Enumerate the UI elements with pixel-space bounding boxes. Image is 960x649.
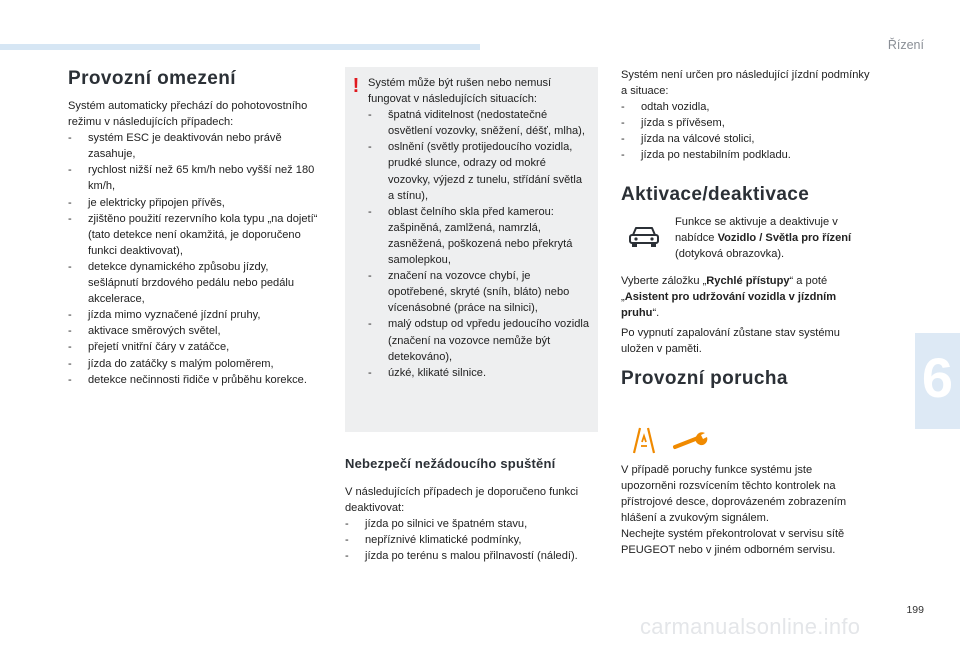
activation-text-pre: Funkce se aktivuje a deaktivuje v nabídce xyxy=(675,216,838,245)
activation-text xyxy=(675,214,855,262)
warning-item: - malý odstup od vpředu jedoucího vozidla (značení na vozovce nemůže být detekováno), xyxy=(368,316,590,364)
danger-item: - jízda po terénu s malou přilnavostí (náledí). xyxy=(345,548,600,564)
limits-item: - systém ESC je deaktivován nebo právě zasahuje, xyxy=(68,130,320,162)
limits-item: - rychlost nižší než 65 km/h nebo vyšší než 180 km/h, xyxy=(68,162,320,194)
warning-item: - značení na vozovce chybí, je opotřebené, skryté (sníh, bláto) nebo vícenásobné (práce na silnici), xyxy=(368,268,590,316)
danger-list xyxy=(345,516,600,564)
activation-text-post: (dotyková obrazovka). xyxy=(675,248,785,261)
conditions-item: - jízda na válcové stolici, xyxy=(621,131,871,147)
failure-text xyxy=(621,462,869,559)
tab-text-post: “. xyxy=(652,307,660,320)
conditions-item: - jízda po nestabilním podkladu. xyxy=(621,147,871,163)
chapter-number: 6 xyxy=(921,346,954,409)
warning-intro: Systém může být rušen nebo nemusí fungovat v následujících situacích: xyxy=(368,77,552,106)
warning-list xyxy=(368,107,590,381)
warning-content xyxy=(368,75,590,381)
limits-item: - detekce dynamického způsobu jízdy, sešlápnutí brzdového pedálu nebo pedálu akcelerace, xyxy=(68,259,320,307)
car-icon xyxy=(624,222,664,252)
warning-item: - úzké, klikaté silnice. xyxy=(368,365,590,381)
section-title-failure: Provozní porucha xyxy=(621,368,788,389)
tab-text-pre: Vyberte záložku „ xyxy=(621,275,707,287)
warning-item: - špatná viditelnost (nedostatečné osvětlení vozovky, sněžení, déšť, mlha), xyxy=(368,107,590,139)
conditions-list xyxy=(621,99,871,163)
limits-item: - jízda mimo vyznačené jízdní pruhy, xyxy=(68,307,320,323)
exclamation-icon: ! xyxy=(352,75,360,97)
wrench-icon xyxy=(670,428,714,454)
watermark: carmanualsonline.info xyxy=(640,614,861,639)
danger-content xyxy=(345,484,600,564)
limits-item: - zjištěno použití rezervního kola typu „na dojetí“ (tato detekce není okamžitá, je doporučeno funkci deaktivovat), xyxy=(68,211,320,259)
limits-item: - aktivace směrových světel, xyxy=(68,323,320,339)
failure-p2: Nechejte systém překontrolovat v servisu sítě PEUGEOT nebo v jiném odborném servisu. xyxy=(621,528,845,557)
limits-intro: Systém automaticky přechází do pohotovostního režimu v následujících případech: xyxy=(68,100,308,129)
header-accent-bar xyxy=(0,44,480,50)
limits-content xyxy=(68,98,320,388)
warning-item: - oslnění (světly protijedoucího vozidla, prudké slunce, odrazy od mokré vozovky, výjezd z tunelu, střídání světla a stínu), xyxy=(368,139,590,203)
section-title-limits: Provozní omezení xyxy=(68,68,236,89)
conditions-content xyxy=(621,67,871,164)
memory-note: Po vypnutí zapalování zůstane stav systému uložen v paměti. xyxy=(621,327,840,356)
limits-item: - detekce nečinnosti řidiče v průběhu korekce. xyxy=(68,372,320,388)
tab-name-lane-assist: Asistent pro udržování vozidla v jízdním pruhu xyxy=(621,291,837,320)
limits-item: - je elektricky připojen přívěs, xyxy=(68,195,320,211)
warning-item: - oblast čelního skla před kamerou: zašpiněná, zamlžená, namrzlá, zasněžená, poškozená nebo překrytá samolepkou, xyxy=(368,204,590,268)
activation-tab-instructions xyxy=(621,273,866,321)
failure-p1: V případě poruchy funkce systému jste upozorněni rozsvícením těchto kontrolek na přístrojové desce, doprovázeném zobrazením hlášení a zvukovým signálem. xyxy=(621,464,847,525)
danger-item: - jízda po silnici ve špatném stavu, xyxy=(345,516,600,532)
menu-path: Vozidlo / Světla pro řízení xyxy=(717,232,852,245)
limits-item: - jízda do zatáčky s malým poloměrem, xyxy=(68,356,320,372)
section-title-activation: Aktivace/deaktivace xyxy=(621,184,810,205)
tab-text-mid: “ a poté „ xyxy=(621,275,828,304)
section-title-danger: Nebezpečí nežádoucího spuštění xyxy=(345,456,556,471)
page-number: 199 xyxy=(906,604,924,616)
danger-item: - nepříznivé klimatické podmínky, xyxy=(345,532,600,548)
conditions-item: - jízda s přívěsem, xyxy=(621,115,871,131)
lane-warning-icon xyxy=(622,424,666,456)
limits-list xyxy=(68,130,320,388)
conditions-item: - odtah vozidla, xyxy=(621,99,871,115)
chapter-label: Řízení xyxy=(887,38,924,52)
conditions-intro: Systém není určen pro následující jízdní podmínky a situace: xyxy=(621,69,870,98)
danger-intro: V následujících případech je doporučeno funkci deaktivovat: xyxy=(345,486,579,515)
limits-item: - přejetí vnitřní čáry v zatáčce, xyxy=(68,339,320,355)
tab-name-quick-access: Rychlé přístupy xyxy=(706,275,790,287)
